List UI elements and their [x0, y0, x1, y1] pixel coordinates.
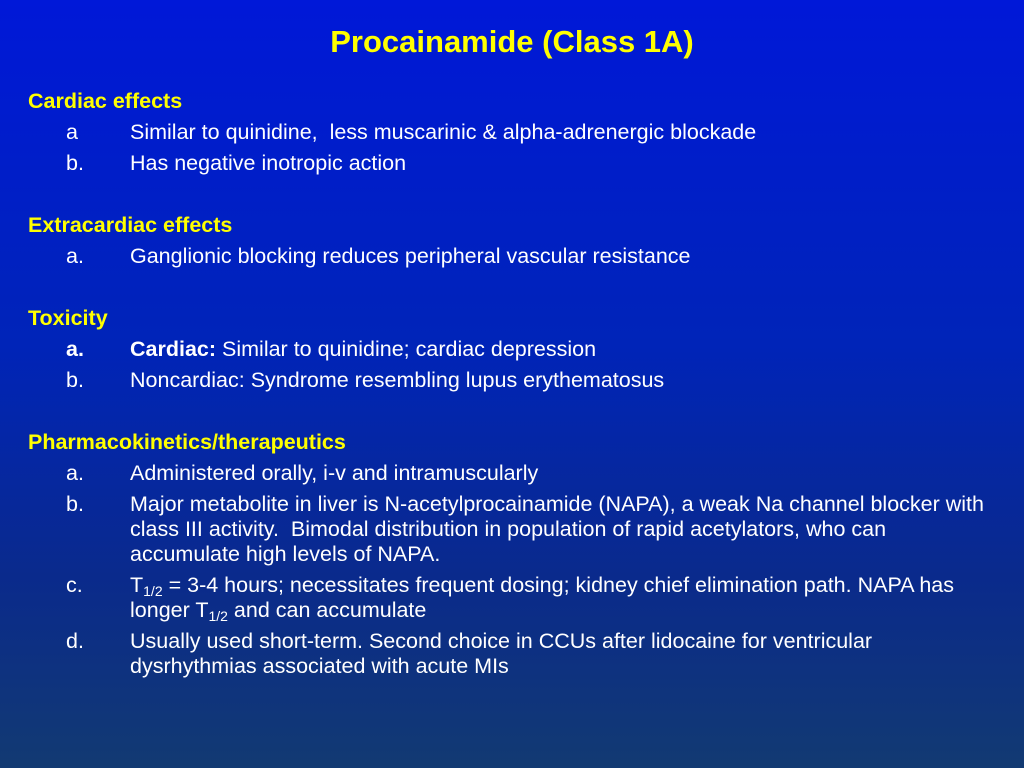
item-text: Usually used short-term. Second choice in CCUs after lidocaine for ventricular dysrhythmias associated with acute MIs [130, 629, 873, 678]
item-text: Major metabolite in liver is N-acetylprocainamide (NAPA), a weak Na channel blocker with class III activity. Bimodal distribution in population of rapid acetylators, who can accumulate high levels of NAPA. [130, 492, 990, 566]
item-text-t: T [130, 573, 144, 597]
slide-title: Procainamide (Class 1A) [330, 24, 694, 59]
half-life-subscript: 1/2 [208, 608, 228, 624]
item-text: Similar to quinidine, less muscarinic & alpha-adrenergic blockade [130, 120, 757, 144]
list-item [28, 241, 988, 272]
item-text: and can accumulate [227, 598, 427, 622]
item-letter: a. [66, 244, 84, 268]
item-text: Similar to quinidine; cardiac depression [216, 337, 597, 361]
spacer [28, 179, 988, 210]
slide-content [28, 86, 988, 682]
heading-cardiac-effects: Cardiac effects [28, 89, 183, 113]
heading-toxicity: Toxicity [28, 306, 108, 330]
item-letter: a [66, 120, 78, 144]
item-label: Cardiac: [130, 337, 217, 361]
heading-extracardiac-effects: Extracardiac effects [28, 213, 233, 237]
list-item [28, 148, 988, 179]
spacer [28, 272, 988, 303]
item-letter: b. [66, 151, 84, 175]
list-item [28, 365, 988, 396]
item-text: Ganglionic blocking reduces peripheral vascular resistance [130, 244, 691, 268]
list-item [28, 117, 988, 148]
list-item [28, 458, 988, 489]
item-text: = 3-4 hours; necessitates frequent dosing; kidney chief elimination path. NAPA has longer T [130, 573, 954, 622]
item-letter: c. [66, 573, 83, 597]
item-letter: b. [66, 492, 84, 516]
item-letter: b. [66, 368, 84, 392]
item-text: Has negative inotropic action [130, 151, 407, 175]
item-text: Administered orally, i-v and intramuscularly [130, 461, 539, 485]
list-item [28, 334, 988, 365]
spacer [28, 396, 988, 427]
list-item [28, 489, 988, 570]
list-item [28, 626, 988, 682]
item-letter: a. [66, 461, 84, 485]
list-item [28, 570, 988, 626]
half-life-subscript: 1/2 [143, 583, 163, 599]
item-letter: a. [66, 337, 84, 361]
heading-pharmacokinetics: Pharmacokinetics/therapeutics [28, 430, 346, 454]
item-letter: d. [66, 629, 84, 653]
item-text: Noncardiac: Syndrome resembling lupus erythematosus [130, 368, 665, 392]
